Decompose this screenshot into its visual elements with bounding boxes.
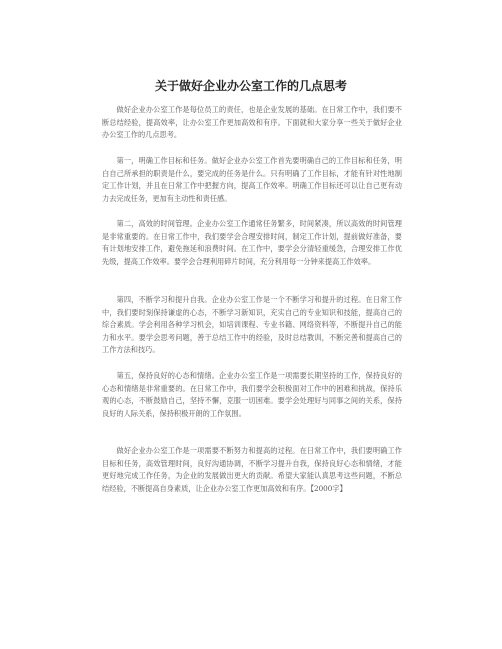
paragraph-fourth-point: 第四，不断学习和提升自我。企业办公室工作是一个不断学习和提升的过程。在日常工作中，我们要时刻保持谦虚的心态，不断学习新知识，充实自己的专业知识和技能，提高自己的综合素质。学会利用各种学习机会，如培训课程、专业书籍、网络资料等，不断提升自己的能力和水平。要学会思考问题，善于总结工作中的经验，及时总结教训，不断完善和提高自己的工作方法和技巧。 (102, 295, 402, 355)
paragraph-conclusion: 做好企业办公室工作是一项需要不断努力和提高的过程。在日常工作中，我们要明确工作目标和任务，高效管理时间，良好沟通协调，不断学习提升自我，保持良好心态和情绪，才能更好地完成工作任务，为企业的发展做出更大的贡献。希望大家能认真思考这些问题，不断总结经验，不断提高自身素质，让企业办公室工作更加高效和有序。【2000字】 (102, 446, 402, 493)
document-title: 关于做好企业办公室工作的几点思考 (154, 79, 347, 93)
paragraph-second-point: 第二，高效的时间管理。企业办公室工作通常任务繁多，时间紧凑，所以高效的时间管理是非常重要的。在日常工作中，我们要学会合理安排时间，制定工作计划，提前做好准备，要有计划地安排工作，避免拖延和浪费时间。在工作中，要学会分清轻重缓急，合理安排工作优先级，提高工作效率。要学会合理利用碎片时间，充分利用每一分钟来提高工作效率。 (102, 219, 402, 266)
paragraph-fifth-point: 第五，保持良好的心态和情绪。企业办公室工作是一项需要长期坚持的工作，保持良好的心态和情绪是非常重要的。在日常工作中，我们要学会积极面对工作中的困难和挑战，保持乐观的心态，不断鼓励自己，坚持不懈，克服一切困难。要学会处理好与同事之间的关系，保持良好的人际关系，保持积极开朗的工作氛围。 (102, 371, 402, 418)
paragraph-first-point: 第一，明确工作目标和任务。做好企业办公室工作首先要明确自己的工作目标和任务，明白自己所承担的职责是什么，要完成的任务是什么。只有明确了工作目标，才能有针对性地制定工作计划，并且在日常工作中把握方向，提高工作效率。明确工作目标还可以让自己更有动力去完成任务，更加有主动性和责任感。 (102, 156, 402, 203)
paragraph-intro: 做好企业办公室工作是每位员工的责任，也是企业发展的基础。在日常工作中，我们要不断总结经验，提高效率，让办公室工作更加高效和有序。下面就和大家分享一些关于做好企业办公室工作的几点思考。 (102, 105, 402, 140)
